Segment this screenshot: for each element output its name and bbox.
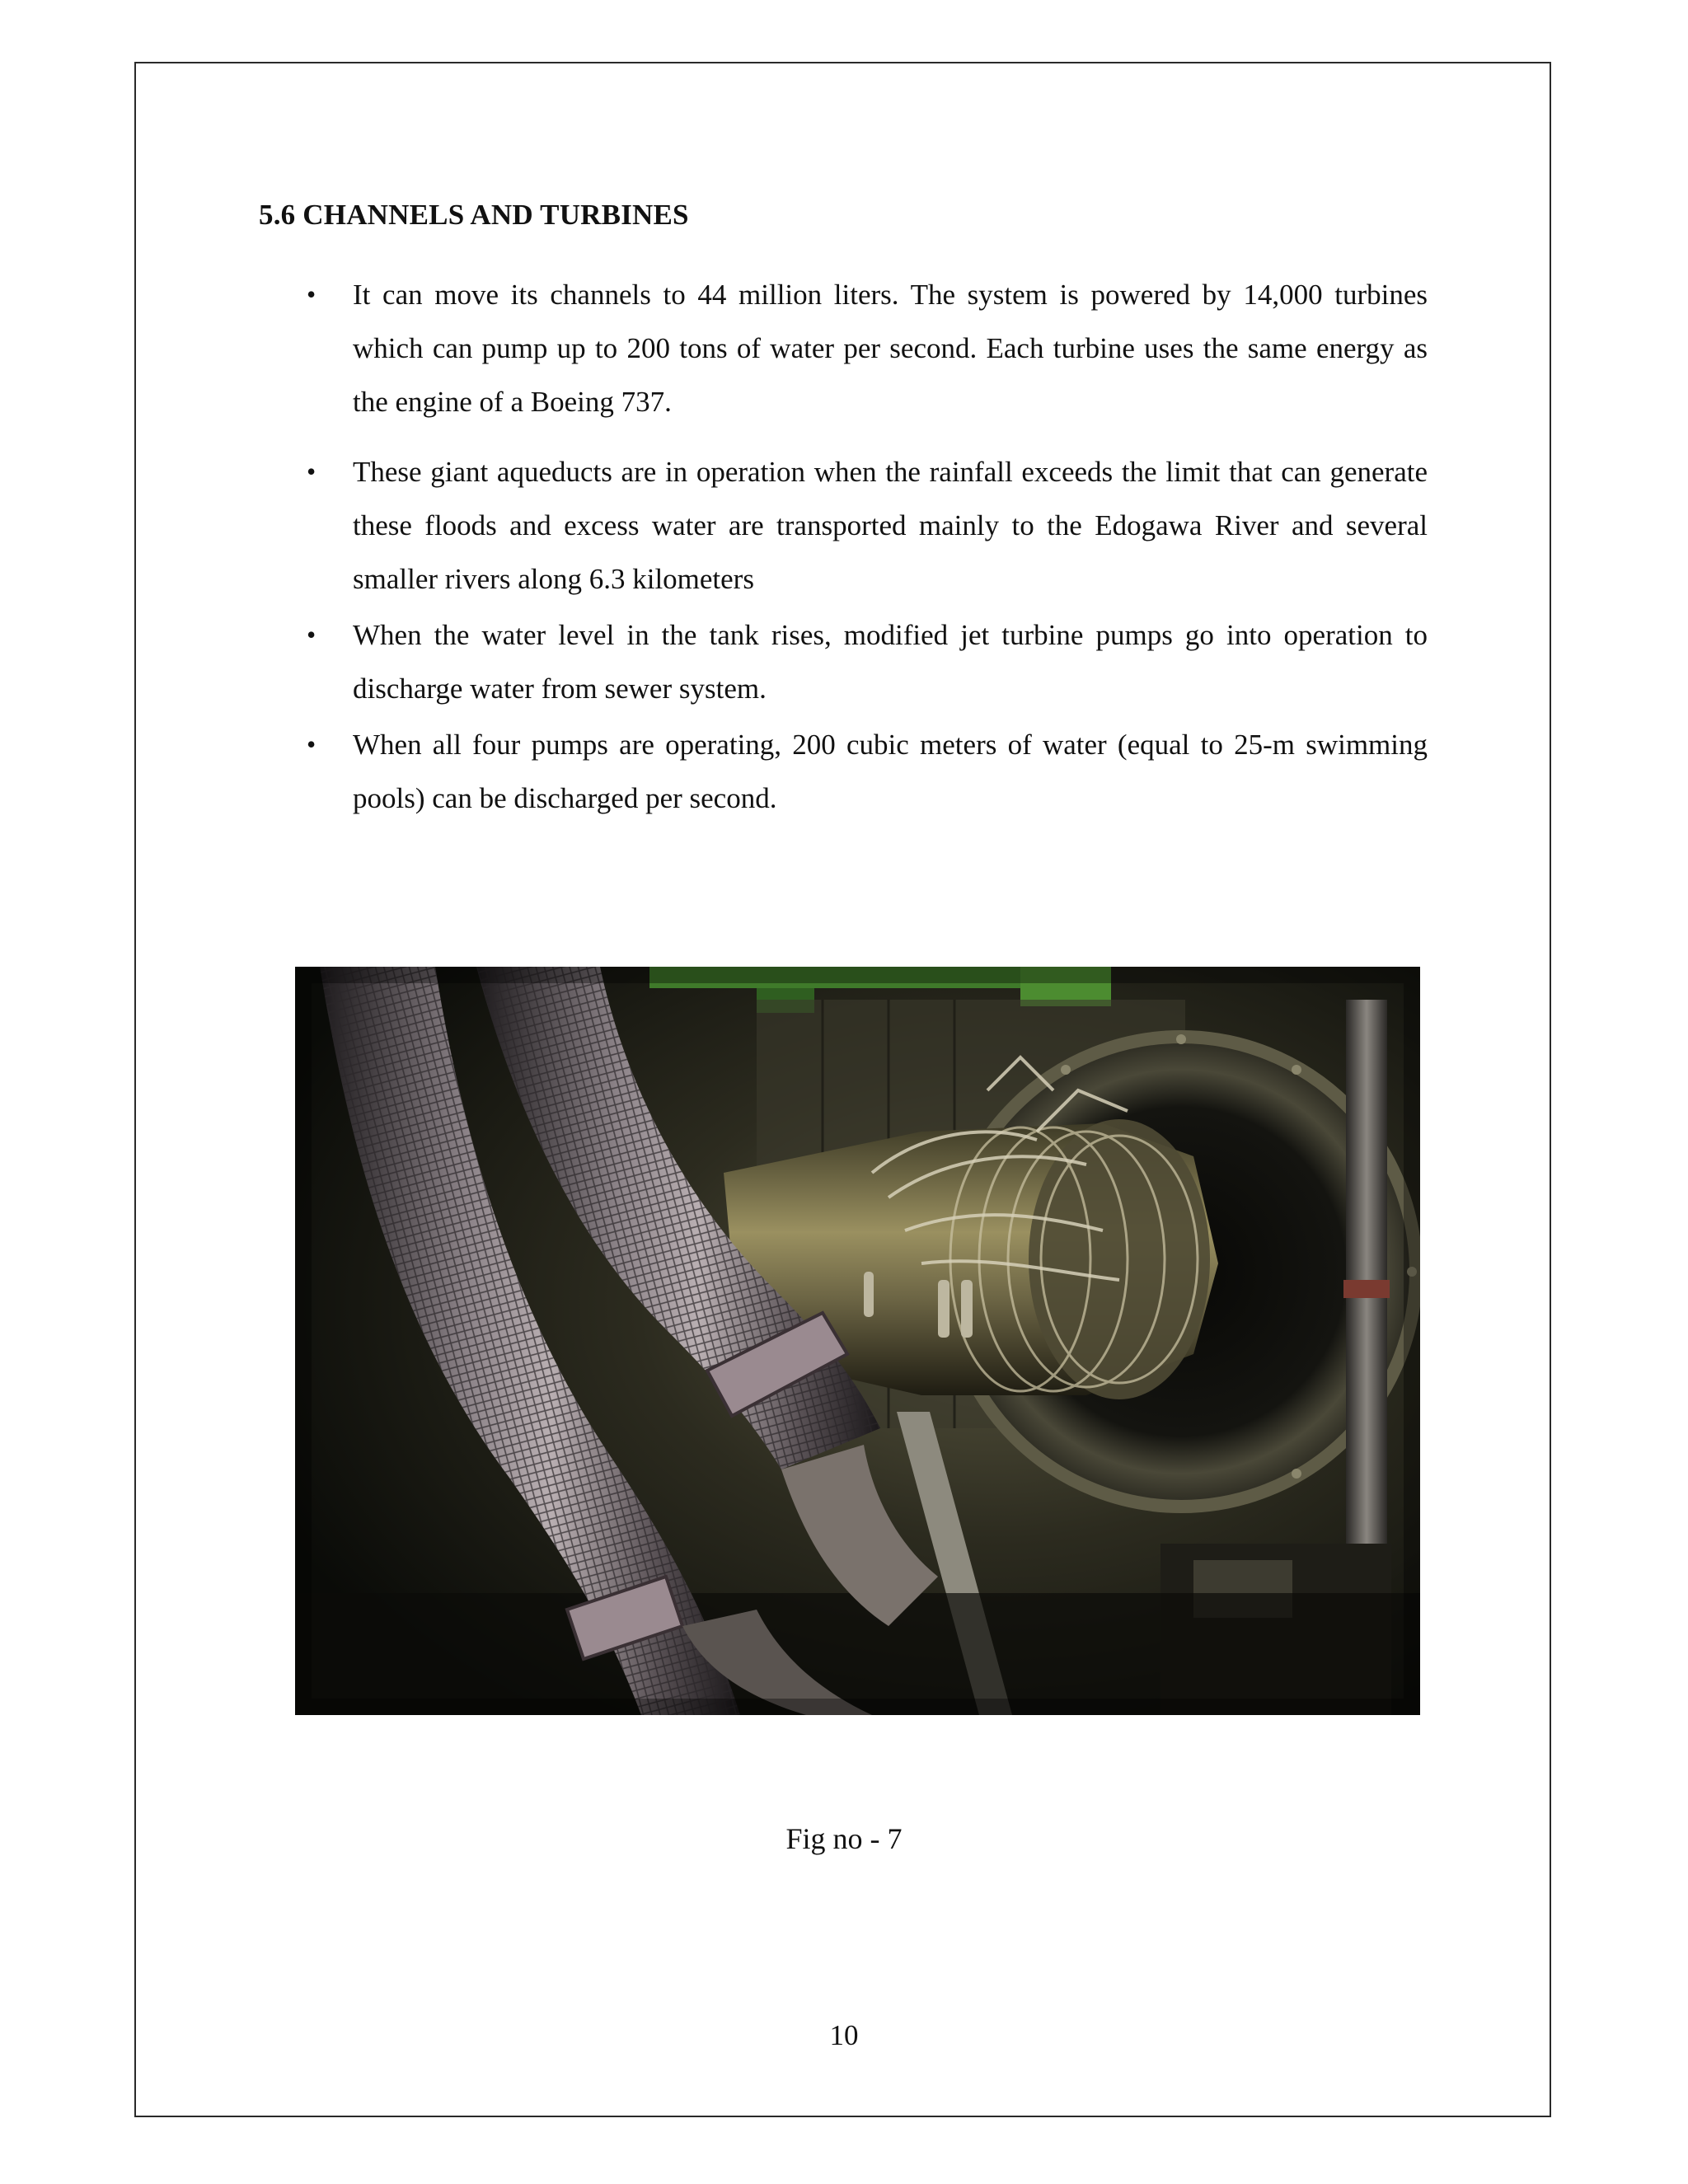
- figure-caption: Fig no - 7: [785, 1822, 903, 1855]
- page-number: 10: [829, 2019, 859, 2051]
- bullet-text: It can move its channels to 44 million liters. The system is powered by 14,000 turbines which can pump up to 200 tons of water per second. Each turbine uses the same energy as the engine of a Boeing 737.: [353, 279, 1428, 418]
- bullet-icon: •: [307, 279, 316, 309]
- list-item: [307, 268, 1428, 429]
- list-item: [307, 608, 1428, 715]
- list-item: [307, 445, 1428, 606]
- bullet-list: [307, 268, 1428, 827]
- bullet-icon: •: [307, 457, 316, 486]
- turbine-photo: [295, 967, 1420, 1715]
- section-title: 5.6 CHANNELS AND TURBINES: [259, 199, 689, 231]
- bullet-text: When all four pumps are operating, 200 cubic meters of water (equal to 25-m swimming pools) can be discharged per second.: [353, 729, 1428, 814]
- bullet-text: When the water level in the tank rises, modified jet turbine pumps go into operation to discharge water from sewer system.: [353, 619, 1428, 705]
- bullet-icon: •: [307, 729, 316, 759]
- bullet-text: These giant aqueducts are in operation when the rainfall exceeds the limit that can generate these floods and excess water are transported mainly to the Edogawa River and several smaller rivers along 6.3 kilometers: [353, 456, 1428, 595]
- bullet-icon: •: [307, 620, 316, 649]
- list-item: [307, 718, 1428, 825]
